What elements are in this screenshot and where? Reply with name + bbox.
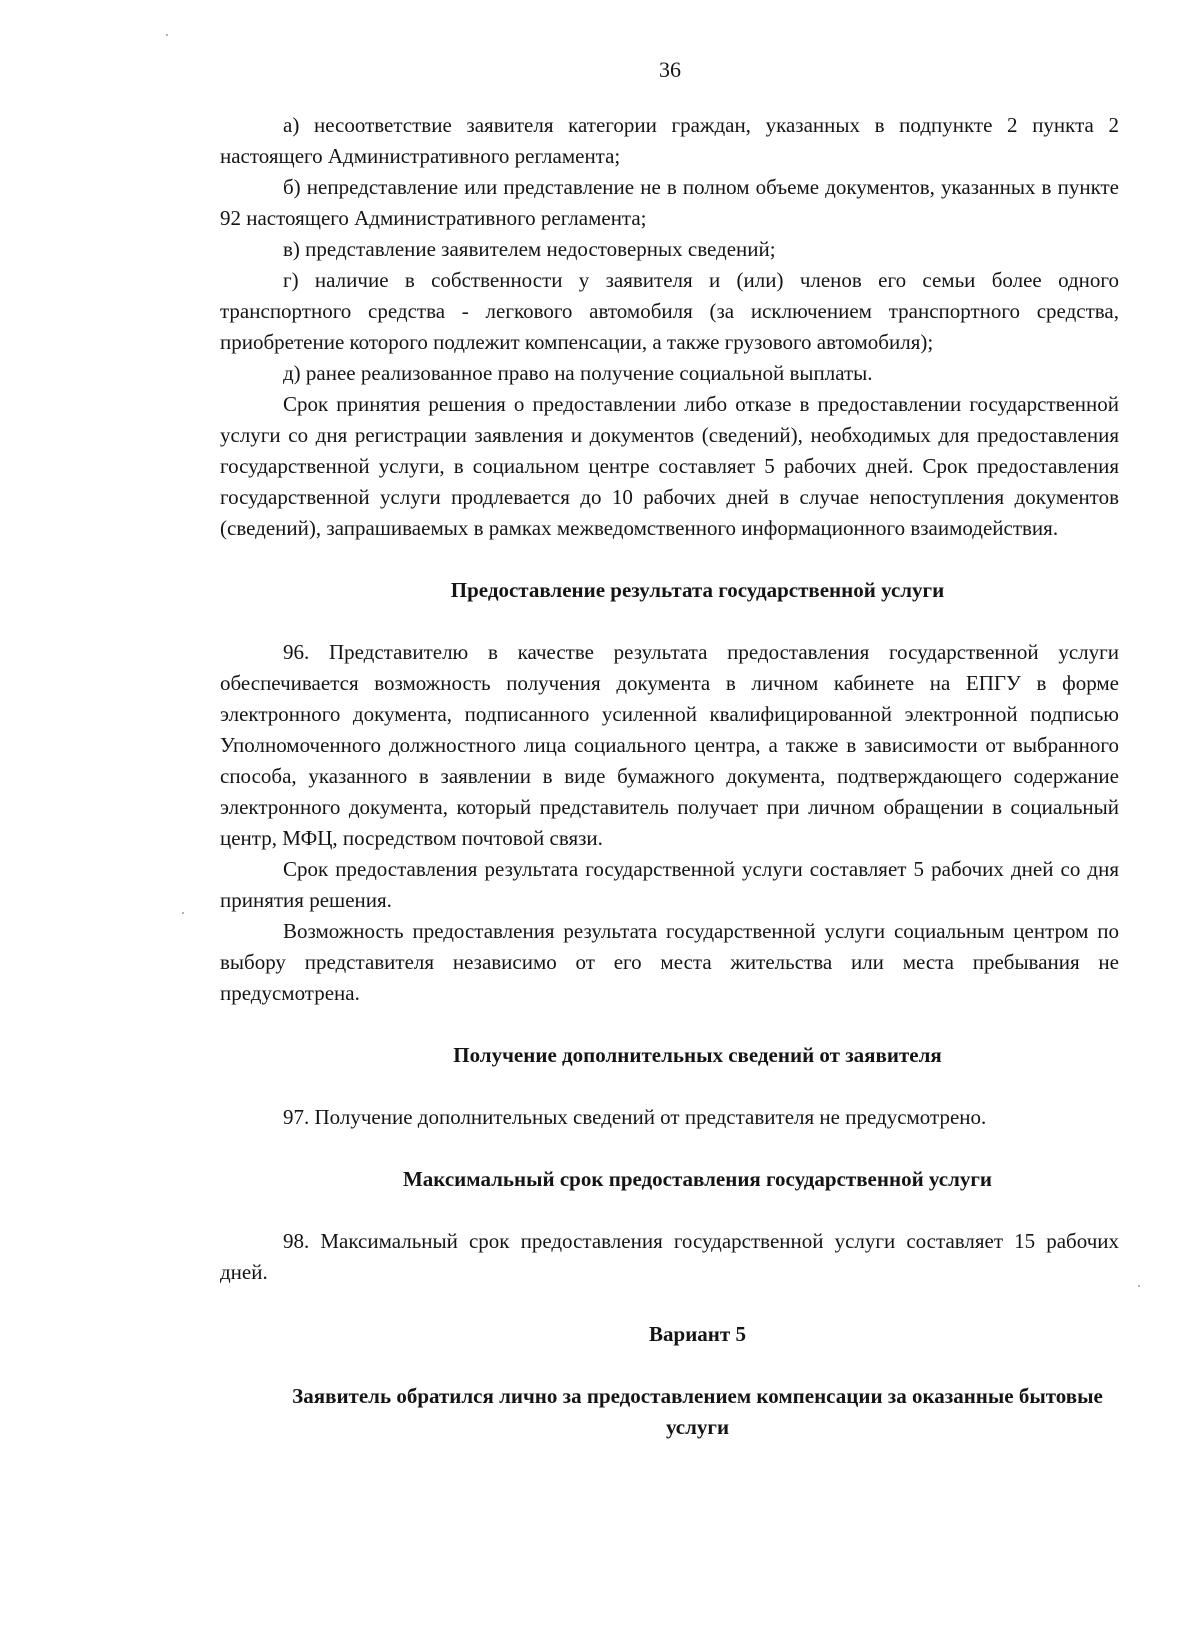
paragraph-result-term: Срок предоставления результата государственной услуги составляет 5 рабочих дней со дня принятия решения. xyxy=(220,857,1119,912)
section-heading-variant: Вариант 5 xyxy=(649,1322,746,1346)
scan-speck xyxy=(166,34,168,36)
paragraph-decision-term: Срок принятия решения о предоставлении либо отказе в предоставлении государственной услуги со дня регистрации заявления и документов (сведений), необходимых для предоставления государственной услуги, в социальном центре составляет 5 рабочих дней. Срок предоставления государственной услуги продлевается до 10 рабочих дней в случае непоступления документов (сведений), запрашиваемых в рамках межведомственного информационного взаимодействия. xyxy=(220,392,1119,540)
section-heading-applicant: Заявитель обратился лично за предоставлением компенсации за оказанные бытовые услуги xyxy=(292,1384,1103,1439)
list-item-v: в) представление заявителем недостоверных сведений; xyxy=(283,237,776,261)
paragraph-97: 97. Получение дополнительных сведений от представителя не предусмотрено. xyxy=(283,1105,987,1129)
list-item-a: а) несоответствие заявителя категории граждан, указанных в подпункте 2 пункта 2 настоящего Административного регламента; xyxy=(220,113,1119,168)
scan-speck xyxy=(182,912,184,914)
page-number: 36 xyxy=(659,57,681,82)
list-item-g: г) наличие в собственности у заявителя и (или) членов его семьи более одного транспортного средства - легкового автомобиля (за исключением транспортного средства, приобретение которого подлежит компенсации, а также грузового автомобиля); xyxy=(220,268,1119,354)
paragraph-96: 96. Представителю в качестве результата предоставления государственной услуги обеспечивается возможность получения документа в личном кабинете на ЕПГУ в форме электронного документа, подписанного усиленной квалифицированной электронной подписью Уполномоченного должностного лица социального центра, а также в зависимости от выбранного способа, указанного в заявлении в виде бумажного документа, подтверждающего содержание электронного документа, который представитель получает при личном обращении в социальный центр, МФЦ, посредством почтовой связи. xyxy=(220,640,1119,850)
paragraph-result-possibility: Возможность предоставления результата государственной услуги социальным центром по выбору представителя независимо от его места жительства или места пребывания не предусмотрена. xyxy=(220,919,1119,1005)
paragraph-98: 98. Максимальный срок предоставления государственной услуги составляет 15 рабочих дней. xyxy=(220,1229,1119,1284)
scan-speck xyxy=(1138,1285,1140,1287)
list-item-b: б) непредставление или представление не в полном объеме документов, указанных в пункте 92 настоящего Административного регламента; xyxy=(220,175,1119,230)
document-body xyxy=(220,110,1119,1443)
section-heading-additional-info: Получение дополнительных сведений от заявителя xyxy=(453,1043,942,1067)
list-item-d: д) ранее реализованное право на получение социальной выплаты. xyxy=(283,361,873,385)
section-heading-result: Предоставление результата государственной услуги xyxy=(450,578,945,602)
section-heading-max-term: Максимальный срок предоставления государственной услуги xyxy=(402,1167,993,1191)
